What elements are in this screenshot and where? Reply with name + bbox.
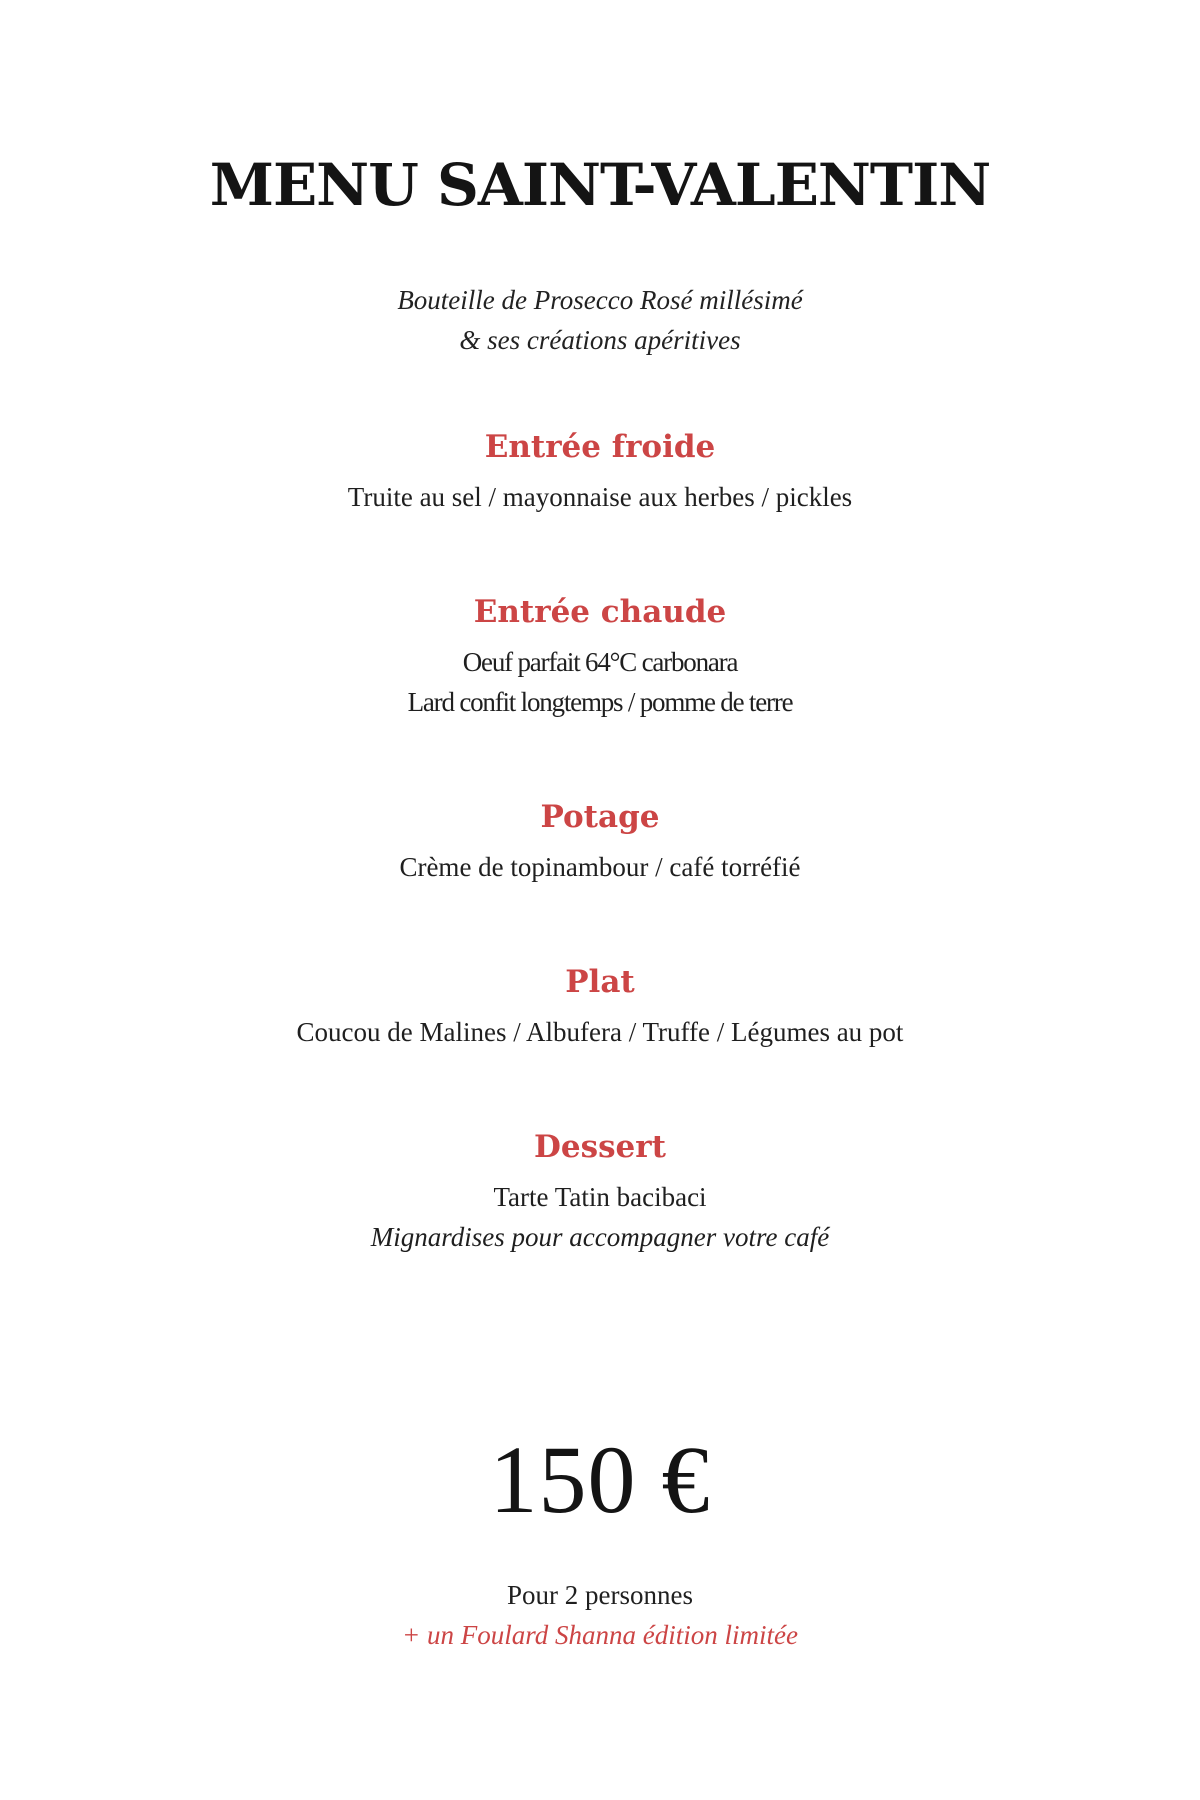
section-dessert <box>0 1125 1200 1257</box>
persons-note: Pour 2 personnes <box>507 1580 693 1610</box>
section-potage <box>0 795 1200 887</box>
section-heading: Dessert <box>534 1129 666 1165</box>
section-heading: Plat <box>565 964 635 1000</box>
section-entree-froide <box>0 425 1200 517</box>
section-heading: Potage <box>540 799 660 835</box>
dish-line: Crème de topinambour / café torréfié <box>399 852 801 882</box>
dish-line: Lard confit longtemps / pomme de terre <box>407 687 793 717</box>
dish-line: Coucou de Malines / Albufera / Truffe / Légumes au pot <box>296 1017 904 1047</box>
section-plat <box>0 960 1200 1052</box>
dish-line: Tarte Tatin bacibaci <box>493 1182 707 1212</box>
menu-title: MENU SAINT-VALENTIN <box>209 151 991 219</box>
section-entree-chaude <box>0 590 1200 722</box>
section-heading: Entrée froide <box>484 429 716 465</box>
intro-line-1: Bouteille de Prosecco Rosé millésimé <box>397 285 803 315</box>
intro-line-2: & ses créations apéritives <box>459 325 741 355</box>
dish-line: Truite au sel / mayonnaise aux herbes / pickles <box>347 482 853 512</box>
intro-block <box>0 280 1200 360</box>
menu-price: 150 € <box>489 1426 711 1533</box>
dish-line: Oeuf parfait 64°C carbonara <box>462 647 738 677</box>
dish-line: Mignardises pour accompagner votre café <box>370 1222 830 1252</box>
section-heading: Entrée chaude <box>473 594 727 630</box>
gift-note: + un Foulard Shanna édition limitée <box>402 1620 798 1650</box>
footer-block <box>0 1575 1200 1655</box>
